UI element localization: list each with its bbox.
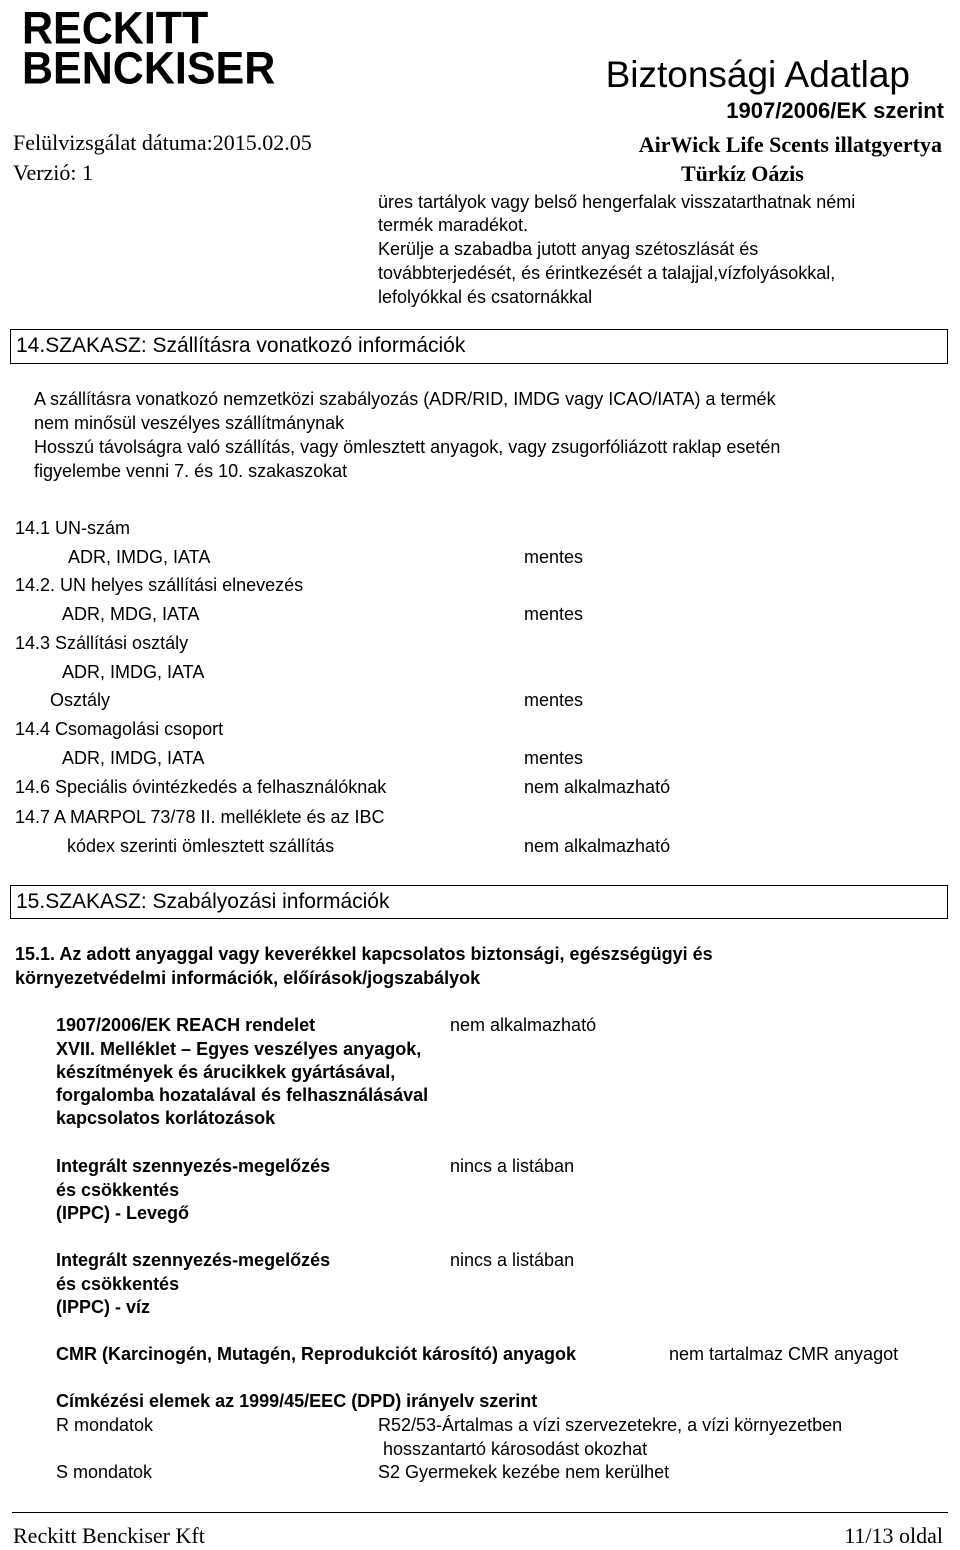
precautions-value: nem alkalmazható <box>524 777 671 797</box>
s-phrases-label: S mondatok <box>56 1462 153 1482</box>
text-line: Integrált szennyezés-megelőzés <box>56 1250 331 1270</box>
text-line: XVII. Melléklet – Egyes veszélyes anyagok, <box>56 1039 422 1059</box>
s-phrases-value: S2 Gyermekek kezébe nem kerülhet <box>378 1462 670 1482</box>
text-line: Kerülje a szabadba jutott anyag szétoszlását és <box>378 239 759 259</box>
text-line: Hosszú távolságra való szállítás, vagy ömlesztett anyagok, vagy zsugorfóliázott raklap esetén <box>34 437 781 457</box>
class-label: ADR, IMDG, IATA <box>62 662 205 682</box>
shipping-name-value: mentes <box>524 604 584 624</box>
product-variant: Türkíz Oázis <box>681 161 804 186</box>
class-title: 14.3 Szállítási osztály <box>15 633 189 653</box>
logo-text-line1: RECKITT <box>22 3 209 55</box>
section-15-1-title-line2: környezetvédelmi információk, előírások/jogszabályok <box>15 968 481 988</box>
packing-group-label: ADR, IMDG, IATA <box>62 748 205 768</box>
text-line: lefolyókkal és csatornákkal <box>378 287 593 307</box>
r-phrases-value-line2: hosszantartó károsodást okozhat <box>383 1439 648 1459</box>
text-line: forgalomba hozatalával és felhasználásával <box>56 1085 429 1105</box>
labelling-title: Címkézési elemek az 1999/45/EEC (DPD) irányelv szerint <box>56 1391 538 1411</box>
text-line: termék maradékot. <box>378 215 529 235</box>
un-number-value: mentes <box>524 547 584 567</box>
section-15-header-box <box>10 885 948 919</box>
text-line: üres tartályok vagy belső hengerfalak visszatarthatnak némi <box>378 192 856 212</box>
r-phrases-label: R mondatok <box>56 1415 154 1435</box>
marpol-title: 14.7 A MARPOL 73/78 II. melléklete és az IBC <box>15 807 385 827</box>
un-number-title: 14.1 UN-szám <box>15 518 131 538</box>
cmr-label: CMR (Karcinogén, Mutagén, Reprodukciót károsító) anyagok <box>56 1344 577 1364</box>
un-number-label: ADR, IMDG, IATA <box>68 547 211 567</box>
text-line: kapcsolatos korlátozások <box>56 1108 276 1128</box>
packing-group-value: mentes <box>524 748 584 768</box>
section-14-header-box <box>10 329 948 364</box>
shipping-name-label: ADR, MDG, IATA <box>62 604 200 624</box>
section-15-1-title-line1: 15.1. Az adott anyaggal vagy keverékkel kapcsolatos biztonsági, egészségügyi és <box>15 944 713 964</box>
text-line: figyelembe venni 7. és 10. szakaszokat <box>34 461 348 481</box>
text-line: (IPPC) - víz <box>56 1297 151 1317</box>
text-line: A szállításra vonatkozó nemzetközi szabályozás (ADR/RID, IMDG vagy ICAO/IATA) a termék <box>34 389 776 409</box>
footer-page-number: 11/13 oldal <box>844 1523 943 1548</box>
packing-group-title: 14.4 Csomagolási csoport <box>15 719 224 739</box>
ippc-air-value: nincs a listában <box>450 1156 575 1176</box>
footer-company: Reckitt Benckiser Kft <box>13 1523 205 1548</box>
reach-value: nem alkalmazható <box>450 1015 597 1035</box>
document-title: Biztonsági Adatlap <box>605 54 910 95</box>
version-label: Verzió: 1 <box>13 160 94 185</box>
logo-text-line2: BENCKISER <box>22 43 276 95</box>
text-line: Integrált szennyezés-megelőzés <box>56 1156 331 1176</box>
marpol-label: kódex szerinti ömlesztett szállítás <box>67 836 335 856</box>
text-line: és csökkentés <box>56 1180 180 1200</box>
text-line: készítmények és árucikkek gyártásával, <box>56 1062 396 1082</box>
text-line: (IPPC) - Levegő <box>56 1203 190 1223</box>
marpol-value: nem alkalmazható <box>524 836 671 856</box>
class-sub-label: Osztály <box>50 690 111 710</box>
section-15-title: 15.SZAKASZ: Szabályozási információk <box>16 890 390 913</box>
r-phrases-value-line1: R52/53-Ártalmas a vízi szervezetekre, a vízi környezetben <box>378 1415 843 1435</box>
product-name: AirWick Life Scents illatgyertya <box>638 132 942 157</box>
ippc-water-value: nincs a listában <box>450 1250 575 1270</box>
text-line: és csökkentés <box>56 1274 180 1294</box>
precautions-title: 14.6 Speciális óvintézkedés a felhasználóknak <box>15 777 387 797</box>
class-value: mentes <box>524 690 584 710</box>
footer-divider <box>12 1512 948 1513</box>
cmr-value: nem tartalmaz CMR anyagot <box>669 1344 899 1364</box>
text-line: nem minősül veszélyes szállítmánynak <box>34 413 345 433</box>
reach-label: 1907/2006/EK REACH rendelet <box>56 1015 316 1035</box>
regulation-label: 1907/2006/EK szerint <box>726 98 944 123</box>
revision-date: Felülvizsgálat dátuma:2015.02.05 <box>13 130 312 155</box>
section-14-title: 14.SZAKASZ: Szállításra vonatkozó információk <box>16 334 466 357</box>
shipping-name-title: 14.2. UN helyes szállítási elnevezés <box>15 575 304 595</box>
text-line: továbbterjedését, és érintkezését a talajjal,vízfolyásokkal, <box>378 263 836 283</box>
